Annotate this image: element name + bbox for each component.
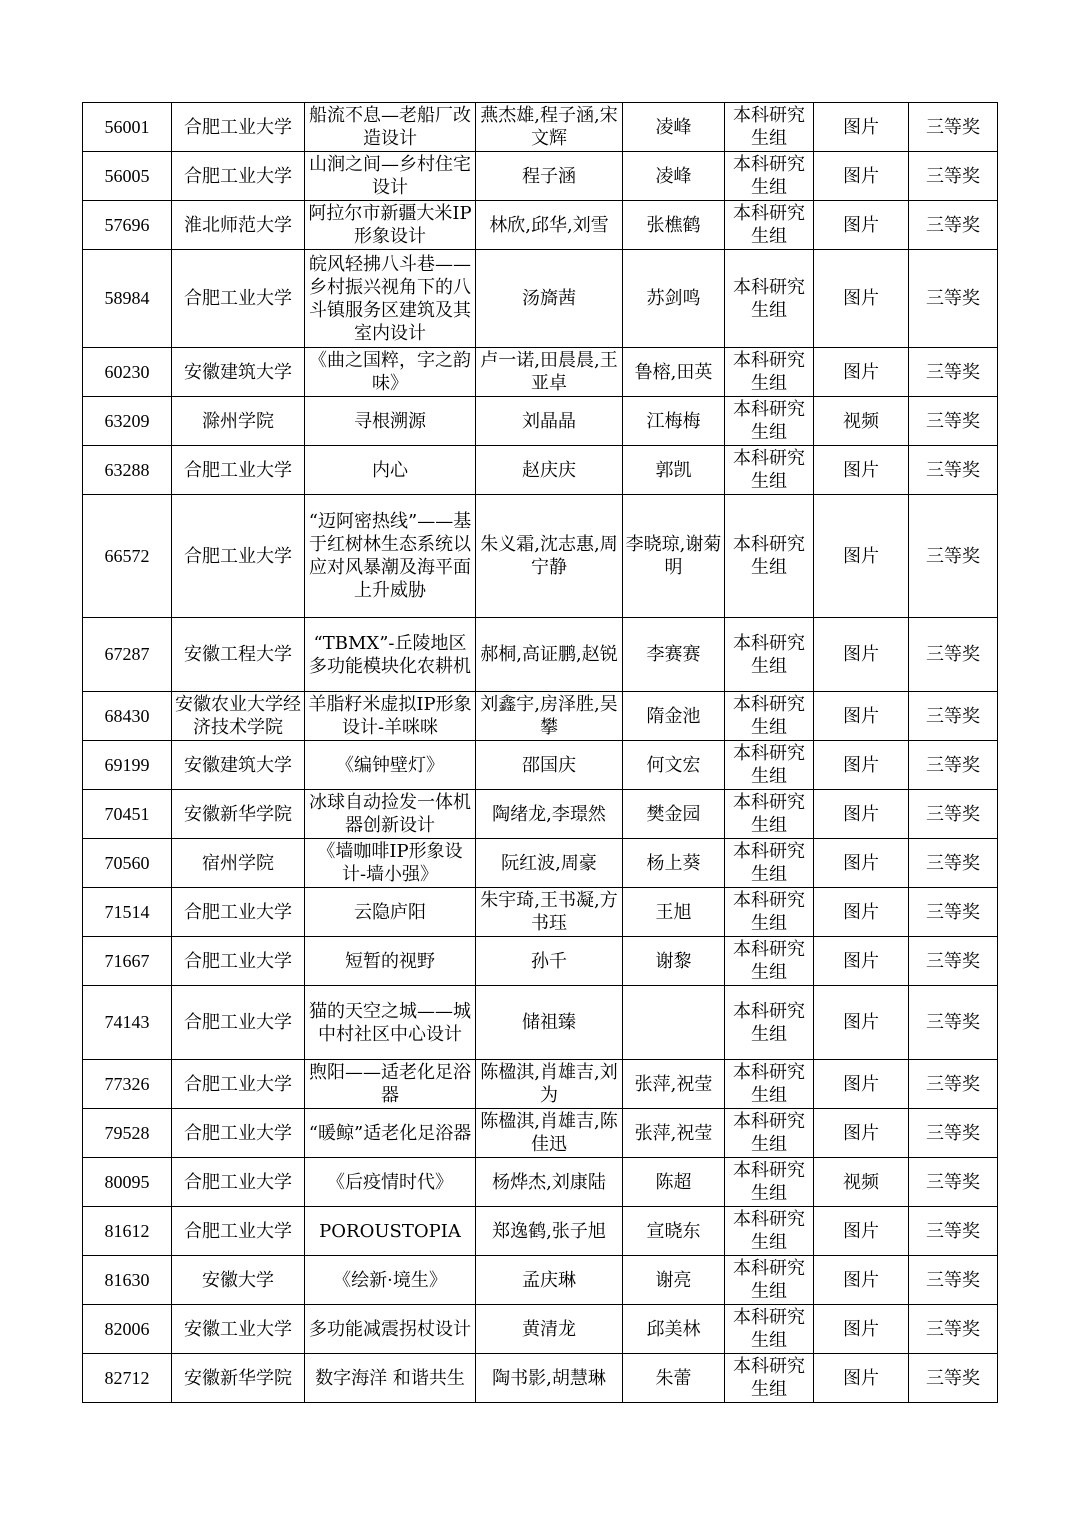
school-cell: 合肥工业大学 bbox=[172, 1158, 305, 1207]
table-row bbox=[83, 790, 998, 839]
table-row bbox=[83, 201, 998, 250]
entry-id-cell: 56001 bbox=[83, 103, 172, 152]
award-cell: 三等奖 bbox=[909, 1354, 998, 1403]
award-cell: 三等奖 bbox=[909, 1158, 998, 1207]
award-cell: 三等奖 bbox=[909, 888, 998, 937]
authors-cell: 储祖臻 bbox=[476, 986, 623, 1060]
group-cell: 本科研究生组 bbox=[725, 986, 814, 1060]
award-cell: 三等奖 bbox=[909, 839, 998, 888]
table-row bbox=[83, 1207, 998, 1256]
school-cell: 安徽新华学院 bbox=[172, 790, 305, 839]
work-title-cell: 冰球自动捡发一体机器创新设计 bbox=[305, 790, 476, 839]
work-title-cell: 数字海洋 和谐共生 bbox=[305, 1354, 476, 1403]
work-title-cell: 《编钟壁灯》 bbox=[305, 741, 476, 790]
work-type-cell: 图片 bbox=[814, 839, 909, 888]
award-cell: 三等奖 bbox=[909, 152, 998, 201]
award-cell: 三等奖 bbox=[909, 986, 998, 1060]
group-cell: 本科研究生组 bbox=[725, 103, 814, 152]
table-row bbox=[83, 1354, 998, 1403]
authors-cell: 郑逸鹤,张子旭 bbox=[476, 1207, 623, 1256]
school-cell: 滁州学院 bbox=[172, 397, 305, 446]
group-cell: 本科研究生组 bbox=[725, 1305, 814, 1354]
work-title-cell: 多功能减震拐杖设计 bbox=[305, 1305, 476, 1354]
award-cell: 三等奖 bbox=[909, 103, 998, 152]
authors-cell: 陈楹淇,肖雄吉,陈佳迅 bbox=[476, 1109, 623, 1158]
advisor-cell: 苏剑鸣 bbox=[623, 250, 725, 348]
award-cell: 三等奖 bbox=[909, 250, 998, 348]
school-cell: 安徽建筑大学 bbox=[172, 741, 305, 790]
group-cell: 本科研究生组 bbox=[725, 790, 814, 839]
work-title-cell: “迈阿密热线”——基于红树林生态系统以应对风暴潮及海平面上升威胁 bbox=[305, 495, 476, 618]
advisor-cell: 宣晓东 bbox=[623, 1207, 725, 1256]
group-cell: 本科研究生组 bbox=[725, 446, 814, 495]
school-cell: 安徽建筑大学 bbox=[172, 348, 305, 397]
table-row bbox=[83, 1158, 998, 1207]
table-row bbox=[83, 986, 998, 1060]
work-title-cell: “TBMX”-丘陵地区多功能模块化农耕机 bbox=[305, 618, 476, 692]
group-cell: 本科研究生组 bbox=[725, 937, 814, 986]
work-type-cell: 图片 bbox=[814, 1256, 909, 1305]
table-row bbox=[83, 397, 998, 446]
school-cell: 合肥工业大学 bbox=[172, 986, 305, 1060]
authors-cell: 黄清龙 bbox=[476, 1305, 623, 1354]
award-cell: 三等奖 bbox=[909, 348, 998, 397]
entry-id-cell: 71667 bbox=[83, 937, 172, 986]
work-type-cell: 图片 bbox=[814, 103, 909, 152]
work-title-cell: 山涧之间—乡村住宅设计 bbox=[305, 152, 476, 201]
advisor-cell: 王旭 bbox=[623, 888, 725, 937]
award-cell: 三等奖 bbox=[909, 790, 998, 839]
work-title-cell: POROUSTOPIA bbox=[305, 1207, 476, 1256]
table-row bbox=[83, 692, 998, 741]
entry-id-cell: 81612 bbox=[83, 1207, 172, 1256]
work-title-cell: 短暂的视野 bbox=[305, 937, 476, 986]
award-cell: 三等奖 bbox=[909, 1109, 998, 1158]
table-row bbox=[83, 741, 998, 790]
award-table bbox=[82, 102, 998, 1403]
work-title-cell: 寻根溯源 bbox=[305, 397, 476, 446]
authors-cell: 阮红波,周豪 bbox=[476, 839, 623, 888]
work-type-cell: 图片 bbox=[814, 348, 909, 397]
authors-cell: 孟庆琳 bbox=[476, 1256, 623, 1305]
entry-id-cell: 69199 bbox=[83, 741, 172, 790]
group-cell: 本科研究生组 bbox=[725, 1354, 814, 1403]
advisor-cell: 张萍,祝莹 bbox=[623, 1060, 725, 1109]
work-title-cell: “暖鲸”适老化足浴器 bbox=[305, 1109, 476, 1158]
school-cell: 淮北师范大学 bbox=[172, 201, 305, 250]
entry-id-cell: 63209 bbox=[83, 397, 172, 446]
entry-id-cell: 56005 bbox=[83, 152, 172, 201]
award-cell: 三等奖 bbox=[909, 1060, 998, 1109]
group-cell: 本科研究生组 bbox=[725, 495, 814, 618]
advisor-cell: 郭凯 bbox=[623, 446, 725, 495]
group-cell: 本科研究生组 bbox=[725, 1256, 814, 1305]
entry-id-cell: 70451 bbox=[83, 790, 172, 839]
group-cell: 本科研究生组 bbox=[725, 1109, 814, 1158]
school-cell: 合肥工业大学 bbox=[172, 888, 305, 937]
table-body bbox=[83, 103, 998, 1403]
work-type-cell: 图片 bbox=[814, 250, 909, 348]
authors-cell: 邵国庆 bbox=[476, 741, 623, 790]
work-type-cell: 图片 bbox=[814, 888, 909, 937]
entry-id-cell: 74143 bbox=[83, 986, 172, 1060]
work-type-cell: 图片 bbox=[814, 152, 909, 201]
work-title-cell: 内心 bbox=[305, 446, 476, 495]
table-row bbox=[83, 103, 998, 152]
award-cell: 三等奖 bbox=[909, 937, 998, 986]
school-cell: 合肥工业大学 bbox=[172, 250, 305, 348]
work-type-cell: 图片 bbox=[814, 741, 909, 790]
authors-cell: 汤旖茜 bbox=[476, 250, 623, 348]
school-cell: 合肥工业大学 bbox=[172, 495, 305, 618]
group-cell: 本科研究生组 bbox=[725, 888, 814, 937]
authors-cell: 赵庆庆 bbox=[476, 446, 623, 495]
entry-id-cell: 60230 bbox=[83, 348, 172, 397]
advisor-cell bbox=[623, 986, 725, 1060]
group-cell: 本科研究生组 bbox=[725, 348, 814, 397]
work-title-cell: 船流不息—老船厂改造设计 bbox=[305, 103, 476, 152]
award-cell: 三等奖 bbox=[909, 397, 998, 446]
table-row bbox=[83, 1305, 998, 1354]
group-cell: 本科研究生组 bbox=[725, 201, 814, 250]
authors-cell: 林欣,邱华,刘雪 bbox=[476, 201, 623, 250]
authors-cell: 卢一诺,田晨晨,王亚卓 bbox=[476, 348, 623, 397]
school-cell: 合肥工业大学 bbox=[172, 1207, 305, 1256]
group-cell: 本科研究生组 bbox=[725, 741, 814, 790]
work-type-cell: 视频 bbox=[814, 1158, 909, 1207]
school-cell: 安徽大学 bbox=[172, 1256, 305, 1305]
group-cell: 本科研究生组 bbox=[725, 152, 814, 201]
table-row bbox=[83, 1256, 998, 1305]
authors-cell: 朱宇琦,王书凝,方书珏 bbox=[476, 888, 623, 937]
school-cell: 合肥工业大学 bbox=[172, 1109, 305, 1158]
advisor-cell: 樊金园 bbox=[623, 790, 725, 839]
entry-id-cell: 58984 bbox=[83, 250, 172, 348]
entry-id-cell: 71514 bbox=[83, 888, 172, 937]
award-cell: 三等奖 bbox=[909, 741, 998, 790]
advisor-cell: 隋金池 bbox=[623, 692, 725, 741]
work-type-cell: 图片 bbox=[814, 1305, 909, 1354]
school-cell: 合肥工业大学 bbox=[172, 937, 305, 986]
work-title-cell: 《后疫情时代》 bbox=[305, 1158, 476, 1207]
authors-cell: 陶绪龙,李璟然 bbox=[476, 790, 623, 839]
table-row bbox=[83, 495, 998, 618]
work-type-cell: 图片 bbox=[814, 1109, 909, 1158]
work-type-cell: 图片 bbox=[814, 1207, 909, 1256]
work-type-cell: 图片 bbox=[814, 937, 909, 986]
entry-id-cell: 70560 bbox=[83, 839, 172, 888]
advisor-cell: 鲁榕,田英 bbox=[623, 348, 725, 397]
work-title-cell: 《绘新·境生》 bbox=[305, 1256, 476, 1305]
advisor-cell: 李赛赛 bbox=[623, 618, 725, 692]
entry-id-cell: 68430 bbox=[83, 692, 172, 741]
table-row bbox=[83, 839, 998, 888]
group-cell: 本科研究生组 bbox=[725, 1060, 814, 1109]
entry-id-cell: 81630 bbox=[83, 1256, 172, 1305]
advisor-cell: 陈超 bbox=[623, 1158, 725, 1207]
work-title-cell: 阿拉尔市新疆大米IP形象设计 bbox=[305, 201, 476, 250]
authors-cell: 陈楹淇,肖雄吉,刘为 bbox=[476, 1060, 623, 1109]
table-row bbox=[83, 888, 998, 937]
table-row bbox=[83, 937, 998, 986]
work-type-cell: 图片 bbox=[814, 495, 909, 618]
group-cell: 本科研究生组 bbox=[725, 1207, 814, 1256]
advisor-cell: 谢黎 bbox=[623, 937, 725, 986]
work-title-cell: 皖风轻拂八斗巷——乡村振兴视角下的八斗镇服务区建筑及其室内设计 bbox=[305, 250, 476, 348]
advisor-cell: 江梅梅 bbox=[623, 397, 725, 446]
work-type-cell: 图片 bbox=[814, 692, 909, 741]
school-cell: 安徽工程大学 bbox=[172, 618, 305, 692]
entry-id-cell: 63288 bbox=[83, 446, 172, 495]
work-type-cell: 视频 bbox=[814, 397, 909, 446]
entry-id-cell: 67287 bbox=[83, 618, 172, 692]
authors-cell: 程子涵 bbox=[476, 152, 623, 201]
authors-cell: 郝桐,高证鹏,赵锐 bbox=[476, 618, 623, 692]
advisor-cell: 朱蕾 bbox=[623, 1354, 725, 1403]
authors-cell: 陶书影,胡慧琳 bbox=[476, 1354, 623, 1403]
entry-id-cell: 82006 bbox=[83, 1305, 172, 1354]
advisor-cell: 杨上葵 bbox=[623, 839, 725, 888]
group-cell: 本科研究生组 bbox=[725, 839, 814, 888]
award-cell: 三等奖 bbox=[909, 1256, 998, 1305]
table-row bbox=[83, 348, 998, 397]
work-title-cell: 羊脂籽米虚拟IP形象设计-羊咪咪 bbox=[305, 692, 476, 741]
entry-id-cell: 66572 bbox=[83, 495, 172, 618]
table-row bbox=[83, 1060, 998, 1109]
school-cell: 安徽农业大学经济技术学院 bbox=[172, 692, 305, 741]
table-row bbox=[83, 152, 998, 201]
advisor-cell: 凌峰 bbox=[623, 103, 725, 152]
group-cell: 本科研究生组 bbox=[725, 250, 814, 348]
work-title-cell: 煦阳——适老化足浴器 bbox=[305, 1060, 476, 1109]
award-cell: 三等奖 bbox=[909, 495, 998, 618]
work-title-cell: 云隐庐阳 bbox=[305, 888, 476, 937]
advisor-cell: 李晓琼,谢菊明 bbox=[623, 495, 725, 618]
award-cell: 三等奖 bbox=[909, 692, 998, 741]
school-cell: 宿州学院 bbox=[172, 839, 305, 888]
advisor-cell: 张樵鹤 bbox=[623, 201, 725, 250]
table-row bbox=[83, 250, 998, 348]
school-cell: 安徽新华学院 bbox=[172, 1354, 305, 1403]
work-type-cell: 图片 bbox=[814, 446, 909, 495]
school-cell: 合肥工业大学 bbox=[172, 446, 305, 495]
work-type-cell: 图片 bbox=[814, 201, 909, 250]
table-row bbox=[83, 1109, 998, 1158]
authors-cell: 孙千 bbox=[476, 937, 623, 986]
entry-id-cell: 82712 bbox=[83, 1354, 172, 1403]
authors-cell: 刘鑫宇,房泽胜,吴攀 bbox=[476, 692, 623, 741]
advisor-cell: 邱美林 bbox=[623, 1305, 725, 1354]
work-type-cell: 图片 bbox=[814, 1060, 909, 1109]
school-cell: 安徽工业大学 bbox=[172, 1305, 305, 1354]
work-title-cell: 《墙咖啡IP形象设计-墙小强》 bbox=[305, 839, 476, 888]
table-row bbox=[83, 446, 998, 495]
school-cell: 合肥工业大学 bbox=[172, 1060, 305, 1109]
advisor-cell: 凌峰 bbox=[623, 152, 725, 201]
authors-cell: 刘晶晶 bbox=[476, 397, 623, 446]
award-cell: 三等奖 bbox=[909, 1305, 998, 1354]
advisor-cell: 张萍,祝莹 bbox=[623, 1109, 725, 1158]
work-type-cell: 图片 bbox=[814, 986, 909, 1060]
entry-id-cell: 79528 bbox=[83, 1109, 172, 1158]
work-title-cell: 猫的天空之城——城中村社区中心设计 bbox=[305, 986, 476, 1060]
entry-id-cell: 77326 bbox=[83, 1060, 172, 1109]
school-cell: 合肥工业大学 bbox=[172, 152, 305, 201]
table-row bbox=[83, 618, 998, 692]
group-cell: 本科研究生组 bbox=[725, 692, 814, 741]
authors-cell: 燕杰雄,程子涵,宋文辉 bbox=[476, 103, 623, 152]
award-cell: 三等奖 bbox=[909, 201, 998, 250]
group-cell: 本科研究生组 bbox=[725, 397, 814, 446]
award-cell: 三等奖 bbox=[909, 446, 998, 495]
work-type-cell: 图片 bbox=[814, 618, 909, 692]
group-cell: 本科研究生组 bbox=[725, 618, 814, 692]
entry-id-cell: 80095 bbox=[83, 1158, 172, 1207]
work-type-cell: 图片 bbox=[814, 1354, 909, 1403]
entry-id-cell: 57696 bbox=[83, 201, 172, 250]
authors-cell: 朱义霜,沈志惠,周宁静 bbox=[476, 495, 623, 618]
work-type-cell: 图片 bbox=[814, 790, 909, 839]
group-cell: 本科研究生组 bbox=[725, 1158, 814, 1207]
advisor-cell: 何文宏 bbox=[623, 741, 725, 790]
award-cell: 三等奖 bbox=[909, 1207, 998, 1256]
advisor-cell: 谢亮 bbox=[623, 1256, 725, 1305]
school-cell: 合肥工业大学 bbox=[172, 103, 305, 152]
award-cell: 三等奖 bbox=[909, 618, 998, 692]
work-title-cell: 《曲之国粹，字之韵味》 bbox=[305, 348, 476, 397]
authors-cell: 杨烨杰,刘康陆 bbox=[476, 1158, 623, 1207]
